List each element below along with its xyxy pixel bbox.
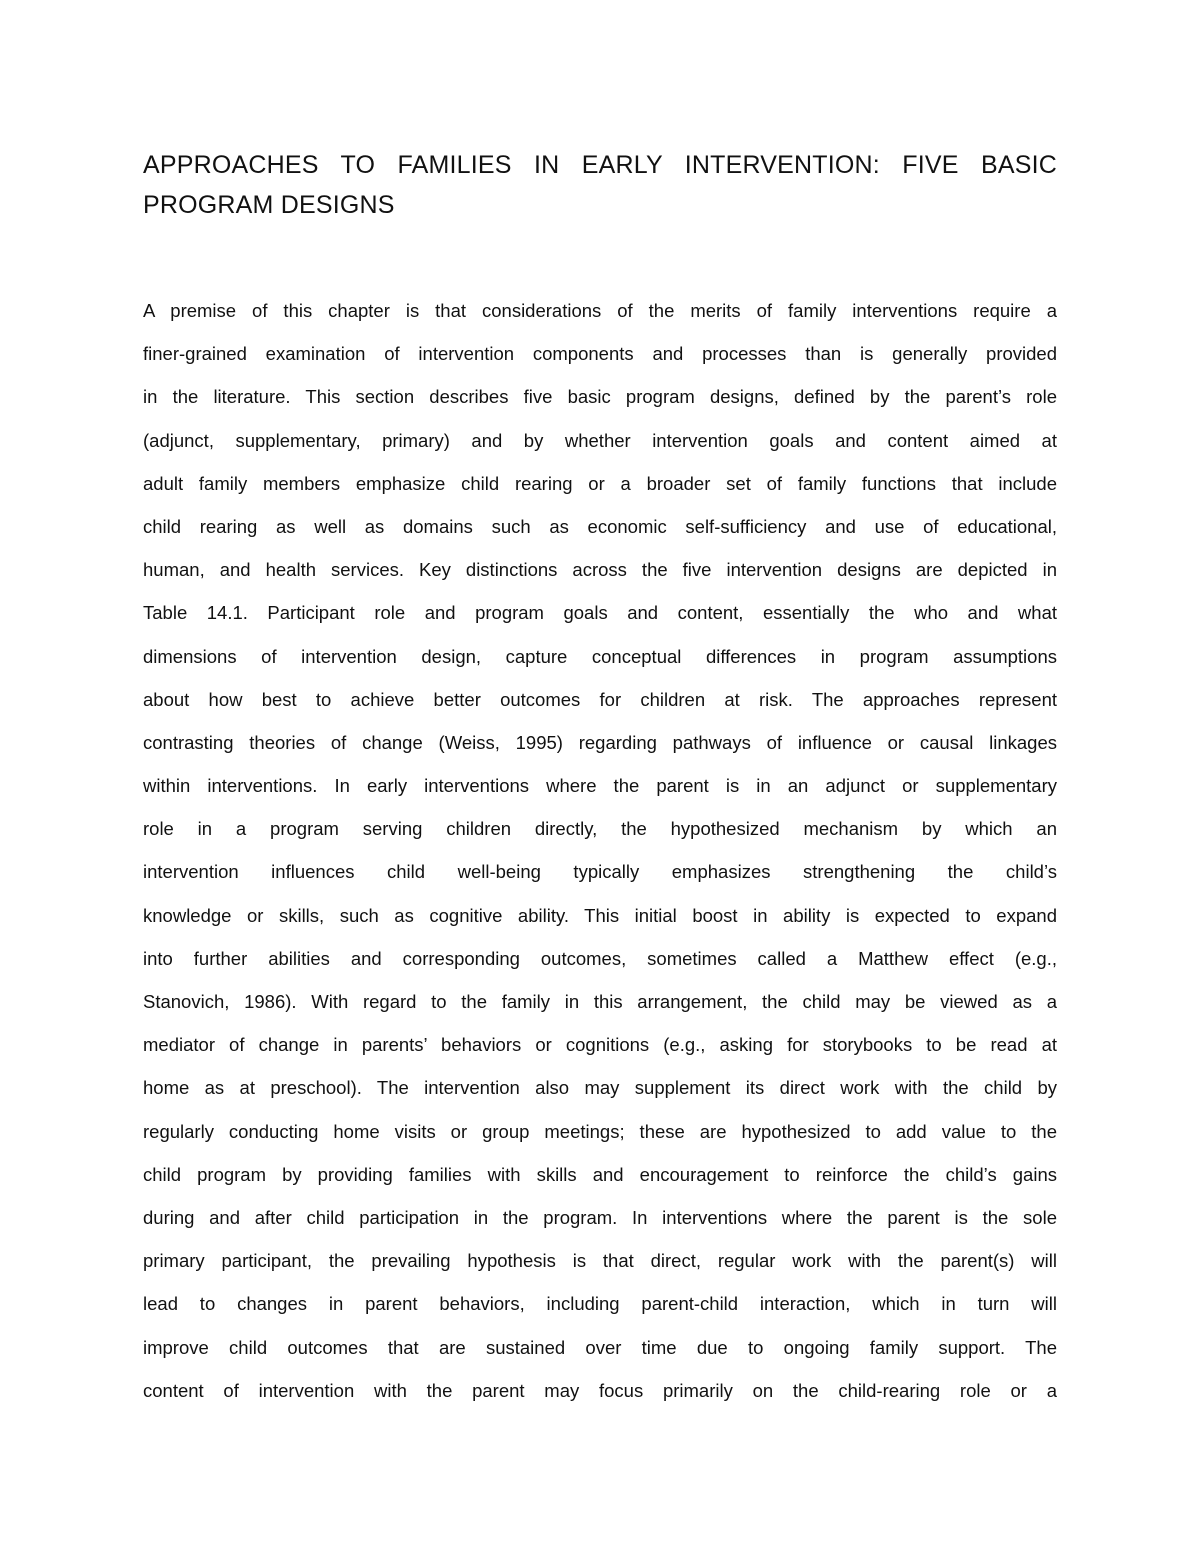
paragraph-line: child program by providing families with skills and encouragement to reinforce the child’s gains bbox=[143, 1163, 1057, 1185]
paragraph-line: during and after child participation in the program. In interventions where the parent is the sole bbox=[143, 1206, 1057, 1228]
paragraph-line: Stanovich, 1986). With regard to the family in this arrangement, the child may be viewed as a bbox=[143, 991, 1057, 1012]
paragraph-line: primary participant, the prevailing hypothesis is that direct, regular work with the parent(s) will bbox=[143, 1250, 1057, 1272]
paragraph-line: content of intervention with the parent may focus primarily on the child-rearing role or a bbox=[143, 1379, 1057, 1401]
paragraph-line: in the literature. This section describes five basic program designs, defined by the parent’s role bbox=[143, 386, 1057, 408]
paragraph-line: home as at preschool). The intervention also may supplement its direct work with the child by bbox=[143, 1077, 1057, 1099]
paragraph-line: knowledge or skills, such as cognitive ability. This initial boost in ability is expected to expand bbox=[143, 904, 1057, 926]
paragraph-line: Table 14.1. Participant role and program goals and content, essentially the who and what bbox=[143, 602, 1057, 624]
paragraph-line: adult family members emphasize child rearing or a broader set of family functions that include bbox=[143, 472, 1057, 494]
paragraph-line: (adjunct, supplementary, primary) and by whether intervention goals and content aimed at bbox=[143, 429, 1057, 451]
paragraph-line: A premise of this chapter is that considerations of the merits of family interventions require a bbox=[143, 300, 1057, 321]
paragraph-line: role in a program serving children directly, the hypothesized mechanism by which an bbox=[143, 818, 1057, 840]
paragraph-line: child rearing as well as domains such as economic self-sufficiency and use of educational, bbox=[143, 515, 1057, 537]
paragraph-line: dimensions of intervention design, capture conceptual differences in program assumptions bbox=[143, 645, 1057, 667]
paragraph-line: human, and health services. Key distinctions across the five intervention designs are depicted in bbox=[143, 559, 1057, 581]
paragraph-line: lead to changes in parent behaviors, including parent-child interaction, which in turn will bbox=[143, 1293, 1057, 1315]
paragraph-line: regularly conducting home visits or group meetings; these are hypothesized to add value to the bbox=[143, 1120, 1057, 1142]
paragraph-line: intervention influences child well-being typically emphasizes strengthening the child’s bbox=[143, 861, 1057, 883]
paragraph-line: mediator of change in parents’ behaviors or cognitions (e.g., asking for storybooks to be read at bbox=[143, 1034, 1057, 1056]
paragraph-line: improve child outcomes that are sustained over time due to ongoing family support. The bbox=[143, 1336, 1057, 1358]
paragraph-line: contrasting theories of change (Weiss, 1995) regarding pathways of influence or causal linkages bbox=[143, 731, 1057, 753]
document-title: APPROACHES TO FAMILIES IN EARLY INTERVENTION: FIVE BASIC PROGRAM DESIGNS bbox=[143, 151, 1057, 219]
paragraph-line: within interventions. In early interventions where the parent is in an adjunct or supplementary bbox=[143, 775, 1057, 797]
paragraph-line: into further abilities and corresponding outcomes, sometimes called a Matthew effect (e.g., bbox=[143, 947, 1057, 969]
paragraph-line: about how best to achieve better outcomes for children at risk. The approaches represent bbox=[143, 688, 1057, 710]
paragraph-line: finer-grained examination of intervention components and processes than is generally provided bbox=[143, 343, 1057, 365]
body-paragraph bbox=[143, 289, 1057, 1412]
